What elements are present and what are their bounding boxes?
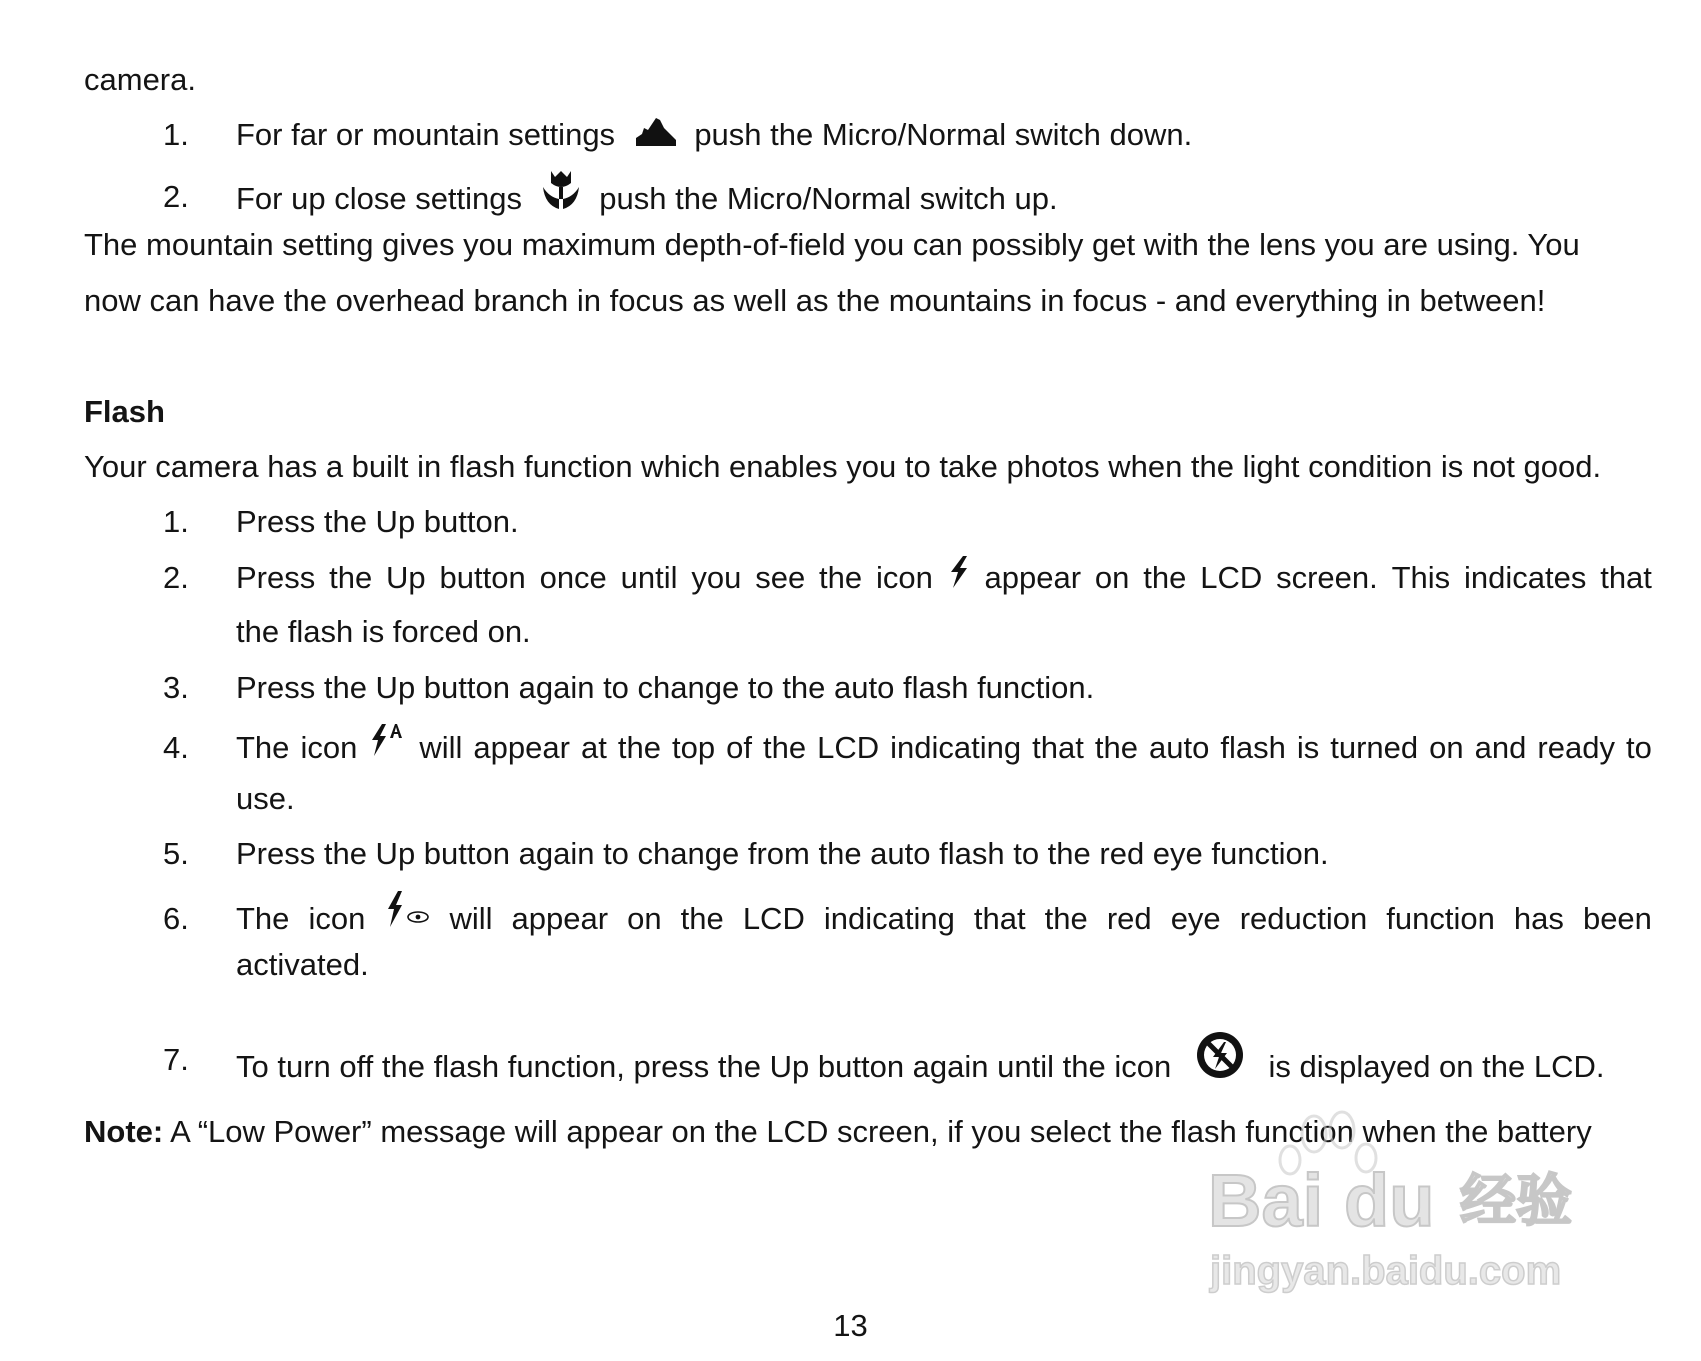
- note-label: Note:: [84, 1114, 164, 1149]
- paragraph-line: now can have the overhead branch in focus as well as the mountains in focus - and everything in between!: [84, 283, 1546, 318]
- word: the: [329, 560, 373, 595]
- word: LCD: [1200, 560, 1263, 595]
- list-item-flash-off: [236, 1042, 1604, 1096]
- list-item-text: Press the Up button again to change from the auto flash to the red eye function.: [236, 836, 1329, 871]
- list-item-text: For up close settings: [236, 181, 523, 217]
- page-number: 13: [833, 1308, 868, 1343]
- word: to: [1625, 730, 1652, 765]
- list-number: 1.: [163, 117, 189, 152]
- word: top: [671, 730, 716, 765]
- word: appear: [473, 730, 570, 765]
- word: appear: [984, 560, 1082, 595]
- word: icon: [308, 901, 366, 936]
- word: will: [419, 730, 463, 765]
- section-heading: Flash: [84, 394, 165, 429]
- word: is: [1296, 730, 1320, 765]
- word: ready: [1537, 730, 1615, 765]
- word: and: [1474, 730, 1527, 765]
- flash-auto-icon: [368, 722, 408, 758]
- word: that: [1600, 560, 1652, 595]
- word: on: [1094, 560, 1130, 595]
- note-text: A “Low Power” message will appear on the LCD screen, if you select the flash function when the battery: [170, 1114, 1592, 1149]
- word: indicating: [890, 730, 1022, 765]
- list-item-macro: [236, 179, 1058, 223]
- list-item-flash-forced: [236, 560, 1652, 596]
- word: the: [1143, 560, 1187, 595]
- word: flash: [1220, 730, 1286, 765]
- mountain-icon: [636, 116, 676, 146]
- word: the: [680, 901, 724, 936]
- word: red: [1106, 901, 1152, 936]
- list-item-text: push the Micro/Normal switch down.: [694, 117, 1193, 152]
- word: on: [1429, 730, 1464, 765]
- word: will: [449, 901, 493, 936]
- word: at: [580, 730, 607, 765]
- word: function: [1386, 901, 1495, 936]
- word: the: [1094, 730, 1138, 765]
- word: until: [620, 560, 678, 595]
- word: auto: [1148, 730, 1210, 765]
- list-item-continuation: activated.: [236, 947, 369, 982]
- word: the: [762, 730, 807, 765]
- list-number: 3.: [163, 670, 189, 705]
- flash-red-eye-icon: [384, 891, 430, 931]
- word: Up: [386, 560, 426, 595]
- word: button: [439, 560, 526, 595]
- list-number: 2.: [163, 560, 189, 595]
- list-item-text: Press the Up button.: [236, 504, 519, 539]
- paragraph-fragment: camera.: [84, 62, 196, 97]
- list-number: 5.: [163, 836, 189, 871]
- note-paragraph: [84, 1114, 1592, 1150]
- word: appear: [511, 901, 609, 936]
- list-item-mountain: [236, 117, 1192, 153]
- list-number: 2.: [163, 179, 189, 214]
- svg-text:经验: 经验: [1460, 1169, 1572, 1232]
- list-item-text: is displayed on the LCD.: [1268, 1049, 1605, 1085]
- word: has: [1513, 901, 1564, 936]
- word: LCD: [817, 730, 880, 765]
- macro-flower-icon: [541, 169, 581, 213]
- word: The: [236, 730, 290, 765]
- word: the: [819, 560, 863, 595]
- list-number: 6.: [163, 901, 189, 936]
- word: of: [726, 730, 752, 765]
- list-item-flash-auto: [236, 730, 1652, 766]
- paragraph-line: The mountain setting gives you maximum depth-of-field you can possibly get with the lens you are using. You: [84, 227, 1580, 262]
- word: that: [973, 901, 1026, 936]
- svg-text:du: du: [1344, 1159, 1435, 1242]
- svg-text:Bai: Bai: [1208, 1159, 1324, 1242]
- list-item-continuation: use.: [236, 781, 295, 816]
- flash-off-icon: [1192, 1028, 1248, 1082]
- word: the: [1044, 901, 1088, 936]
- list-number: 7.: [163, 1042, 189, 1077]
- word: This: [1391, 560, 1451, 595]
- word: LCD: [742, 901, 805, 936]
- list-item-text: To turn off the flash function, press the Up button again until the icon: [236, 1049, 1172, 1085]
- list-item-continuation: the flash is forced on.: [236, 614, 531, 649]
- word: icon: [300, 730, 358, 765]
- word: indicates: [1464, 560, 1587, 595]
- word: the: [617, 730, 661, 765]
- flash-forced-icon: [947, 556, 971, 592]
- word: The: [236, 901, 290, 936]
- word: that: [1032, 730, 1084, 765]
- list-item-text: For far or mountain settings: [236, 117, 616, 152]
- list-number: 1.: [163, 504, 189, 539]
- word: turned: [1330, 730, 1419, 765]
- word: screen.: [1276, 560, 1378, 595]
- word: Press: [236, 560, 316, 595]
- word: once: [539, 560, 607, 595]
- list-item-text: Press the Up button again to change to the auto flash function.: [236, 670, 1095, 705]
- list-item-flash-red-eye: [236, 901, 1652, 941]
- word: you: [691, 560, 742, 595]
- list-number: 4.: [163, 730, 189, 765]
- word: indicating: [823, 901, 955, 936]
- word: see: [755, 560, 806, 595]
- word: icon: [875, 560, 933, 595]
- word: on: [627, 901, 662, 936]
- word: eye: [1170, 901, 1221, 936]
- word: reduction: [1239, 901, 1368, 936]
- paragraph-line: Your camera has a built in flash function which enables you to take photos when the light condition is not good.: [84, 449, 1602, 484]
- word: been: [1582, 901, 1652, 936]
- list-item-text: push the Micro/Normal switch up.: [599, 181, 1058, 217]
- svg-text:jingyan.baidu.com: jingyan.baidu.com: [1210, 1249, 1562, 1293]
